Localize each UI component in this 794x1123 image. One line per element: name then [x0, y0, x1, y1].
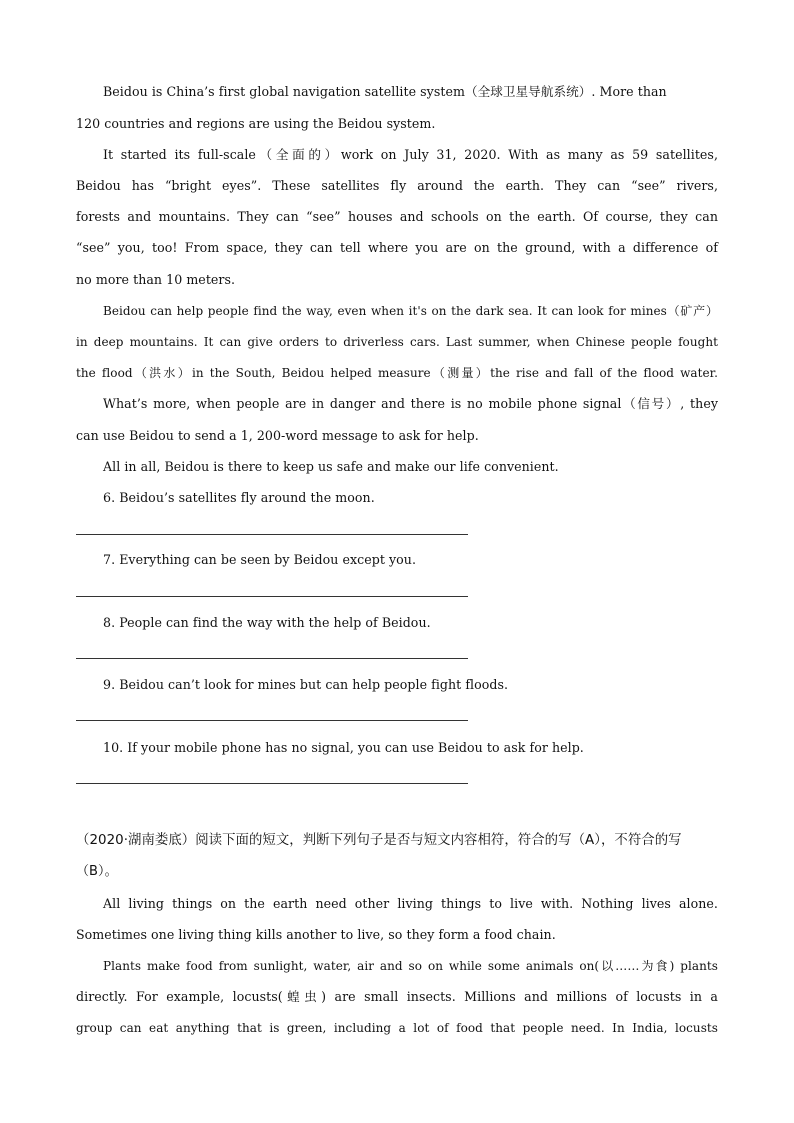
answer-line[interactable]	[76, 596, 468, 597]
passage-line: Sometimes one living thing kills another to live, so they form a food chain.	[76, 927, 556, 942]
question-text: Beidou’s satellites fly around the moon.	[119, 490, 375, 505]
passage-line: no more than 10 meters.	[76, 272, 236, 287]
question-text: Beidou can’t look for mines but can help people fight floods.	[119, 677, 509, 692]
passage-line: “see” you, too! From space, they can tell where you are on the ground, with a difference of	[76, 240, 718, 255]
question-number: 8.	[103, 615, 116, 630]
passage-line: forests and mountains. They can “see” houses and schools on the earth. Of course, they can	[76, 209, 718, 224]
passage-line: It started its full-scale（全面的）work on July 31, 2020. With as many as 59 satellites,	[103, 147, 718, 162]
question-text: People can find the way with the help of Beidou.	[119, 615, 431, 630]
passage-line: Beidou has “bright eyes”. These satellites fly around the earth. They can “see” rivers,	[76, 178, 718, 193]
passage-line: group can eat anything that is green, including a lot of food that people need. In India, locusts	[76, 1021, 718, 1035]
question-item	[103, 677, 718, 693]
passage-line: 120 countries and regions are using the Beidou system.	[76, 116, 436, 131]
passage-line: Beidou is China’s first global navigation satellite system（全球卫星导航系统）. More than	[103, 84, 667, 99]
passage-line: can use Beidou to send a 1, 200-word message to ask for help.	[76, 428, 479, 443]
question-number: 6.	[103, 490, 116, 505]
passage-line: What’s more, when people are in danger and there is no mobile phone signal（信号）, they	[103, 396, 718, 411]
question-item	[103, 615, 718, 631]
answer-line[interactable]	[76, 783, 468, 784]
question-number: 7.	[103, 552, 116, 567]
question-number: 10.	[103, 740, 124, 755]
answer-line[interactable]	[76, 534, 468, 535]
question-text: Everything can be seen by Beidou except you.	[119, 552, 417, 567]
answer-line[interactable]	[76, 658, 468, 659]
passage-line: Beidou can help people find the way, even when it's on the dark sea. It can look for mines（矿产）	[103, 304, 718, 318]
section-instruction: （B）。	[76, 864, 118, 879]
passage-line: Plants make food from sunlight, water, air and so on while some animals on(以……为食) plants	[103, 959, 718, 973]
passage-line: directly. For example, locusts(蝗虫) are small insects. Millions and millions of locusts in a	[76, 989, 718, 1004]
passage-line: All living things on the earth need other living things to live with. Nothing lives alone.	[103, 896, 718, 911]
question-item	[103, 740, 718, 756]
section-instruction: （2020·湖南娄底）阅读下面的短文，判断下列句子是否与短文内容相符，符合的写（A），不符合的写	[76, 833, 682, 848]
question-number: 9.	[103, 677, 116, 692]
passage-line: the flood（洪水）in the South, Beidou helped measure（测量）the rise and fall of the flood water.	[76, 366, 718, 380]
answer-line[interactable]	[76, 720, 468, 721]
passage-line: All in all, Beidou is there to keep us safe and make our life convenient.	[103, 459, 559, 474]
passage-line: in deep mountains. It can give orders to driverless cars. Last summer, when Chinese people fought	[76, 335, 718, 349]
question-text: If your mobile phone has no signal, you can use Beidou to ask for help.	[127, 740, 584, 755]
question-item	[103, 552, 718, 568]
question-item	[103, 490, 718, 506]
